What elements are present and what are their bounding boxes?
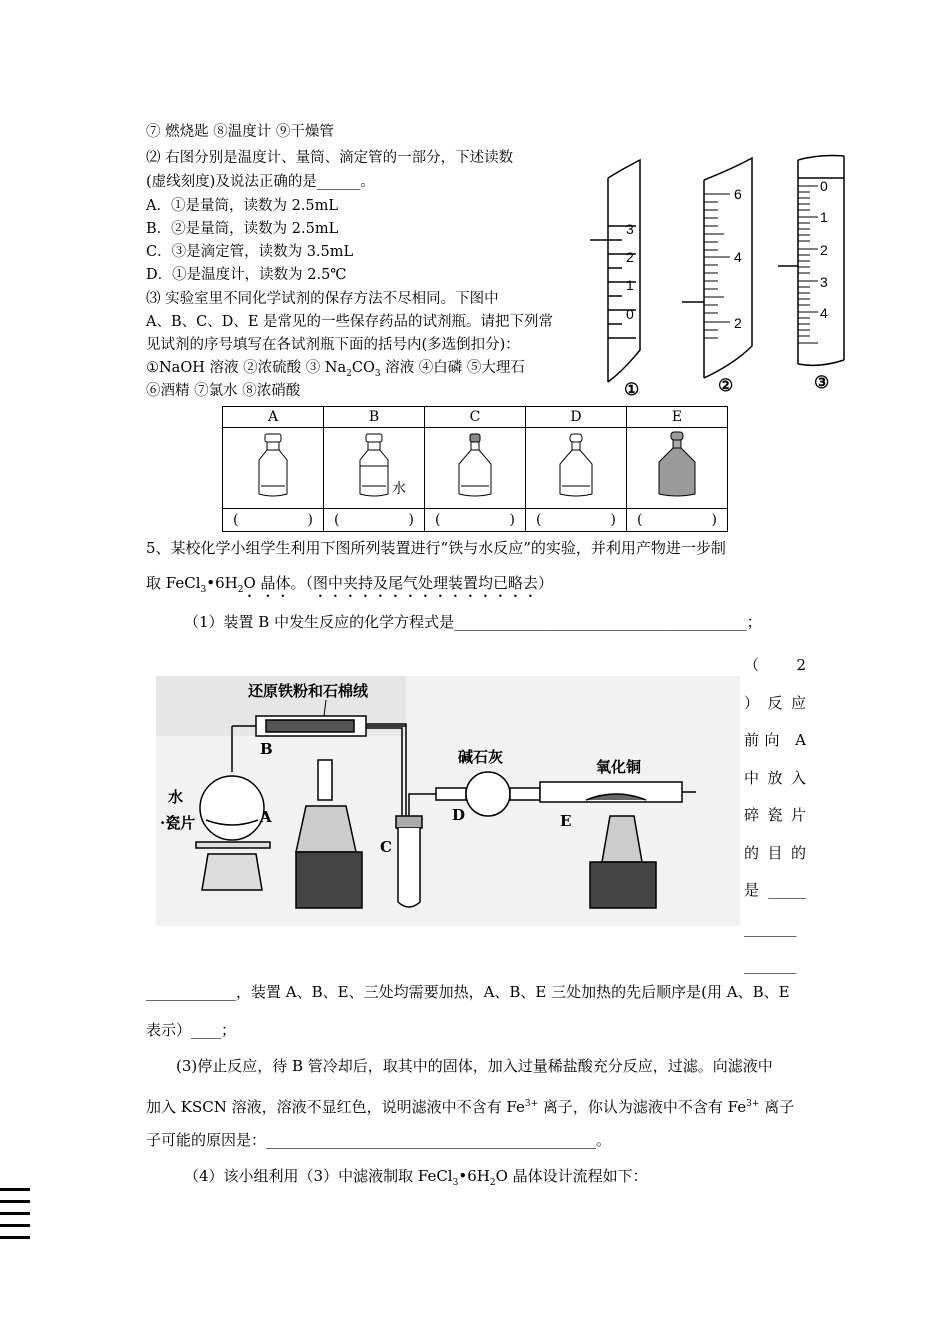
- letter-d: D: [452, 806, 466, 824]
- q5-part-2-continued-1: ____________，装置 A、B、E、三处均需要加热，A、B、E 三处加热的先后顺序是(用 A、B、E: [146, 983, 790, 1001]
- q4-part2-line-2: (虚线刻度)及说法正确的是______。: [146, 174, 375, 190]
- caption-3: ③: [814, 373, 830, 393]
- q4-part3-line-2: A、B、C、D、E 是常见的一些保存药品的试剂瓶。请把下列常: [146, 314, 554, 330]
- water-label: 水: [392, 481, 406, 497]
- i3-label-4: 4: [820, 305, 828, 321]
- bottle-header-b: B: [324, 407, 425, 428]
- bottle-a: [223, 428, 324, 509]
- q5-part-1: （1）装置 B 中发生反应的化学方程式是_______________________________________；: [184, 613, 762, 631]
- bottle-header-d: D: [526, 407, 627, 428]
- letter-a: A: [260, 808, 272, 826]
- apparatus-diagram: [156, 676, 740, 926]
- glass-stopper-bottle-icon: [546, 430, 606, 502]
- q4-reagent-list-2: ⑥酒精 ⑦氯水 ⑧浓硝酸: [146, 383, 301, 399]
- answer-slot-a[interactable]: ( ): [223, 509, 324, 532]
- instrument-2-ticks: [704, 194, 730, 338]
- q4-line-1: ⑦ 燃烧匙 ⑧温度计 ⑨干燥管: [146, 124, 334, 140]
- tube-e: [540, 782, 696, 802]
- bottle-c: [425, 428, 526, 509]
- q5-part-2-continued-2: 表示）____；: [146, 1021, 237, 1039]
- i3-label-1: 1: [820, 209, 828, 225]
- bottle-header-c: C: [425, 407, 526, 428]
- bottle-e: [627, 428, 728, 509]
- instrument-3-ticks: [798, 186, 818, 343]
- i3-label-0: 0: [820, 178, 828, 194]
- letter-c: C: [380, 838, 392, 856]
- option-a: A．①是量筒，读数为 2.5mL: [146, 198, 339, 214]
- i2-label-2: 2: [734, 315, 742, 331]
- q5-part-3-line-2: 加入 KSCN 溶液，溶液不显红色，说明滤液中不含有 $Fe^{3+}$ 离子，你认为滤液中不含有 $Fe^{3+}$ 离子: [146, 1098, 795, 1116]
- label-water: 水: [168, 788, 184, 806]
- q5-part-3-line-1: (3)停止反应，待 B 管冷却后，取其中的固体，加入过量稀盐酸充分反应，过滤。向滤液中: [176, 1057, 773, 1075]
- bottle-b: [324, 428, 425, 509]
- q5-part-2-column: （2 ）反应 前向 A 中放入 碎瓷片 的目的 是_____ _______ _______: [744, 656, 806, 974]
- binding-margin-marks: [0, 1188, 30, 1248]
- letter-b: B: [260, 740, 273, 758]
- i2-label-4: 4: [734, 249, 742, 265]
- narrow-mouth-bottle-icon: [445, 430, 505, 502]
- instrument-3: [778, 156, 844, 366]
- q4-part3-line-3: 见试剂的序号填写在各试剂瓶下面的括号内(多选倒扣分)：: [146, 337, 520, 353]
- answer-slot-b[interactable]: ( ): [324, 509, 425, 532]
- q4-reagent-list-1: ①NaOH 溶液 ②浓硫酸 ③ $Na_2CO_3$ 溶液 ④白磷 ⑤大理石: [146, 360, 525, 379]
- q5-intro-line-2: 取 $FeCl_3•6H_2O$ 晶体。（图中夹持及尾气处理装置均已略去）: [146, 574, 554, 595]
- q4-part3-line-1: ⑶ 实验室里不同化学试剂的保存方法不尽相同。下图中: [146, 291, 499, 307]
- brown-bottle-icon: [647, 430, 707, 502]
- wide-mouth-bottle-icon: [243, 430, 303, 502]
- label-iron-powder: 还原铁粉和石棉绒: [248, 682, 369, 700]
- answer-slot-e[interactable]: ( ): [627, 509, 728, 532]
- option-d: D．①是温度计，读数为 2.5℃: [146, 267, 347, 283]
- i3-label-3: 3: [820, 274, 828, 290]
- option-c: C．③是滴定管，读数为 3.5mL: [146, 244, 354, 260]
- reagent-bottle-table: [222, 406, 728, 532]
- instrument-1: [590, 160, 640, 382]
- caption-2: ②: [718, 376, 734, 396]
- i1-label-0: 0: [626, 306, 634, 322]
- i2-label-6: 6: [734, 186, 742, 202]
- i1-label-1: 1: [626, 277, 634, 293]
- test-tube-c: [396, 816, 422, 907]
- answer-slot-d[interactable]: ( ): [526, 509, 627, 532]
- bottle-header-e: E: [627, 407, 728, 428]
- label-soda-lime: 碱石灰: [458, 748, 504, 766]
- option-b: B．②是量筒，读数为 2.5mL: [146, 221, 339, 237]
- caption-1: ①: [624, 380, 640, 400]
- bottle-header-a: A: [223, 407, 324, 428]
- i1-label-2: 2: [626, 249, 634, 265]
- q5-intro-line-1: 5、某校化学小组学生利用下图所列装置进行“铁与水反应”的实验，并利用产物进一步制: [146, 539, 726, 557]
- bottle-d: [526, 428, 627, 509]
- q4-part2-line-1: ⑵ 右图分别是温度计、量筒、滴定管的一部分，下述读数: [146, 150, 514, 166]
- i3-label-2: 2: [820, 242, 828, 258]
- label-copper-oxide: 氧化铜: [596, 758, 642, 776]
- answer-slot-c[interactable]: ( ): [425, 509, 526, 532]
- letter-e: E: [560, 812, 572, 830]
- q5-part-4: （4）该小组利用（3）中滤液制取 $FeCl_3•6H_2O$ 晶体设计流程如下：: [184, 1167, 648, 1188]
- q5-part-3-line-3: 子可能的原因是：____________________________________________。: [146, 1131, 612, 1149]
- measuring-instruments-figure: [584, 150, 854, 400]
- i1-label-3: 3: [626, 221, 634, 237]
- label-porcelain-chips: ·瓷片: [160, 814, 196, 832]
